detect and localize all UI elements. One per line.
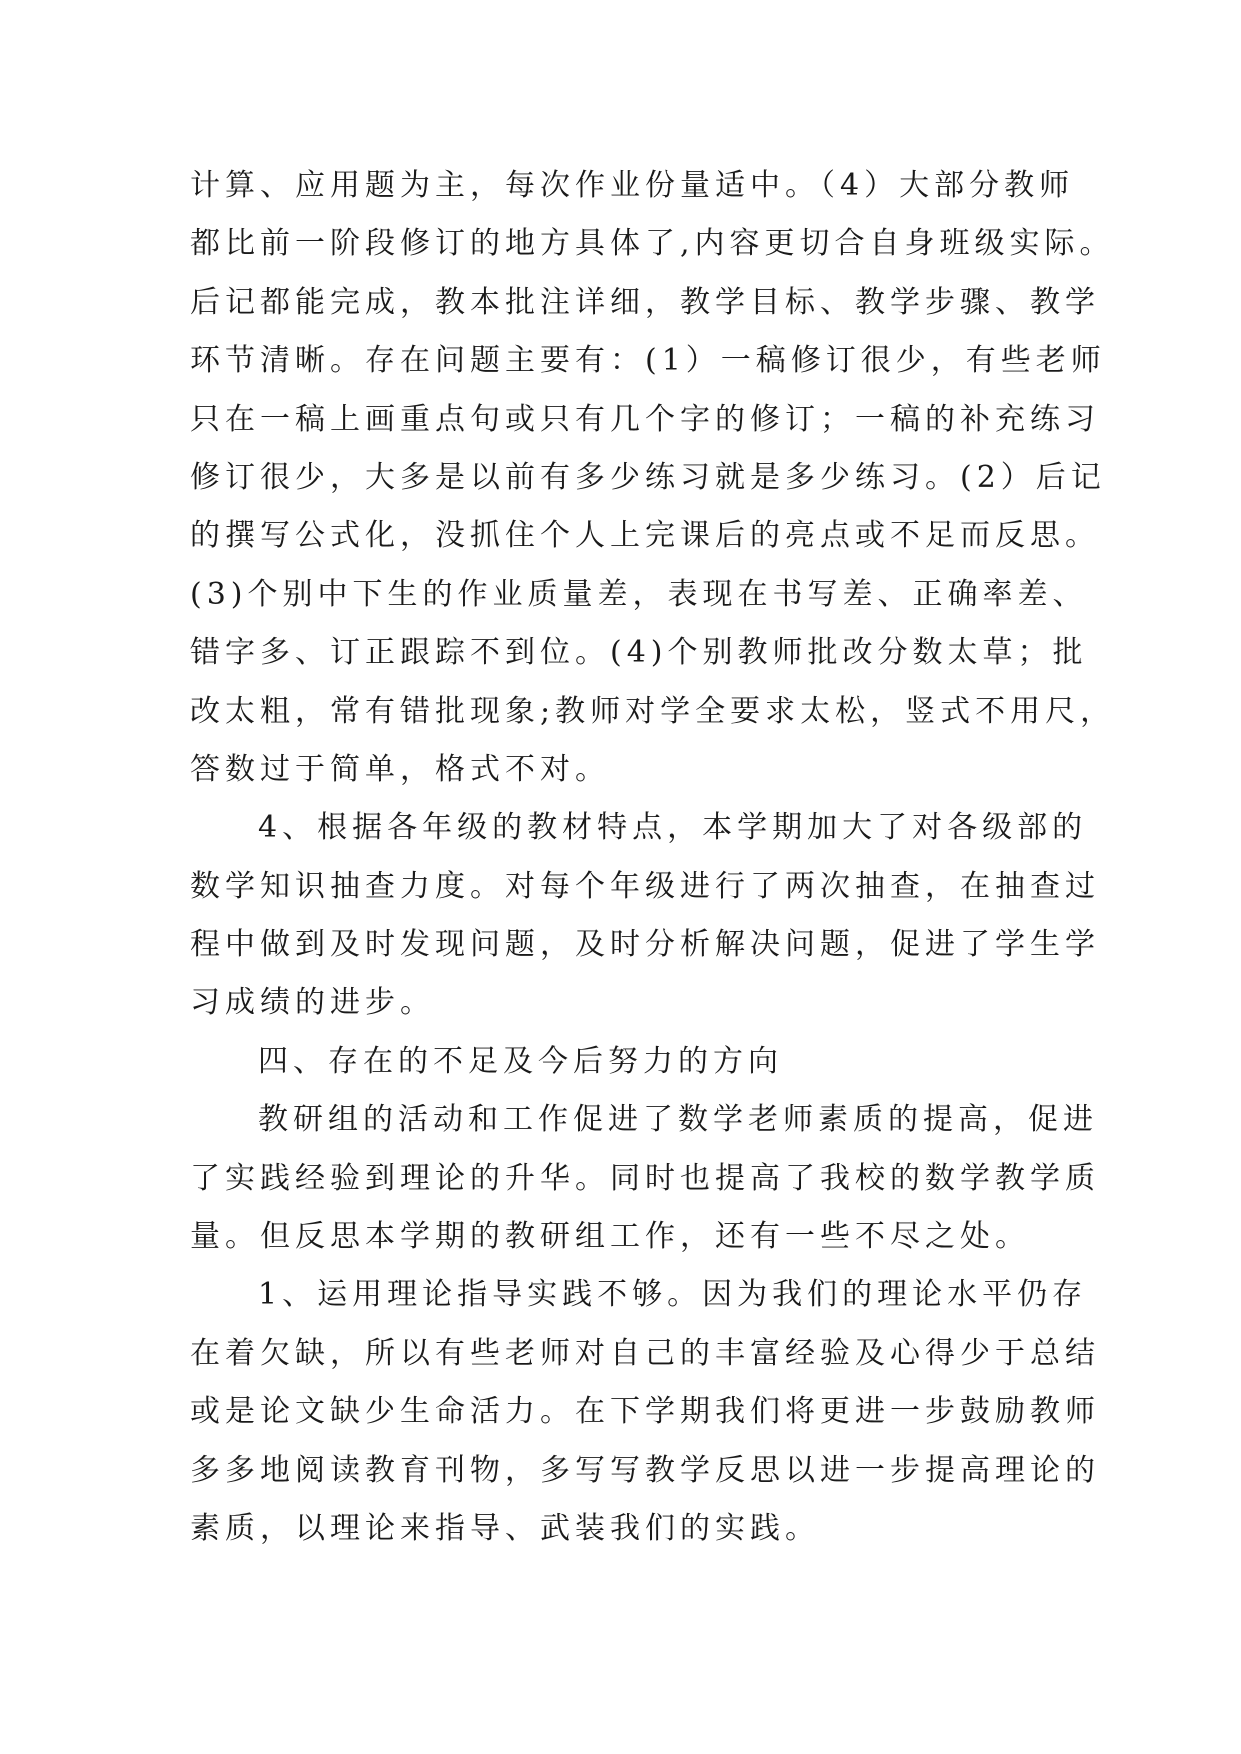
text-line: 了实践经验到理论的升华。同时也提高了我校的数学教学质 — [190, 1160, 1100, 1196]
text-line: 数学知识抽查力度。对每个年级进行了两次抽查，在抽查过 — [190, 868, 1100, 904]
text-line: 习成绩的进步。 — [190, 985, 435, 1021]
text-line: 在着欠缺，所以有些老师对自己的丰富经验及心得少于总结 — [190, 1335, 1100, 1371]
text-line: 4、根据各年级的教材特点，本学期加大了对各级部的 — [258, 810, 1088, 846]
text-line: 1、运用理论指导实践不够。因为我们的理论水平仍存 — [258, 1277, 1088, 1313]
text-line: 后记都能完成，教本批注详细，教学目标、教学步骤、教学 — [190, 284, 1100, 320]
text-line: (3)个别中下生的作业质量差，表现在书写差、正确率差、 — [190, 576, 1088, 612]
text-line: 错字多、订正跟踪不到位。(4)个别教师批改分数太草；批 — [190, 635, 1088, 671]
text-line: 教研组的活动和工作促进了数学老师素质的提高，促进 — [258, 1102, 1098, 1138]
text-line: 多多地阅读教育刊物，多写写教学反思以进一步提高理论的 — [190, 1452, 1100, 1488]
text-line: 量。但反思本学期的教研组工作，还有一些不尽之处。 — [190, 1219, 1030, 1255]
text-line: 程中做到及时发现问题，及时分析解决问题，促进了学生学 — [190, 927, 1100, 963]
text-line: 或是论文缺少生命活力。在下学期我们将更进一步鼓励教师 — [190, 1394, 1100, 1430]
text-line: 只在一稿上画重点句或只有几个字的修订；一稿的补充练习 — [190, 401, 1100, 437]
text-line: 答数过于简单，格式不对。 — [190, 751, 610, 787]
text-line: 改太粗，常有错批现象;教师对学全要求太松，竖式不用尺， — [190, 693, 1116, 729]
text-line: 素质，以理论来指导、武装我们的实践。 — [190, 1510, 820, 1546]
text-line: 计算、应用题为主，每次作业份量适中。（4）大部分教师 — [190, 168, 1075, 203]
text-line: 都比前一阶段修订的地方具体了,内容更切合自身班级实际。 — [190, 226, 1115, 262]
text-line: 环节清晰。存在问题主要有：(1）一稿修订很少，有些老师 — [190, 343, 1106, 379]
text-line: 的撰写公式化，没抓住个人上完课后的亮点或不足而反思。 — [190, 518, 1100, 554]
text-line: 修订很少，大多是以前有多少练习就是多少练习。(2）后记 — [190, 459, 1106, 495]
text-line: 四、存在的不足及今后努力的方向 — [258, 1043, 783, 1079]
body-text — [190, 157, 1116, 1558]
